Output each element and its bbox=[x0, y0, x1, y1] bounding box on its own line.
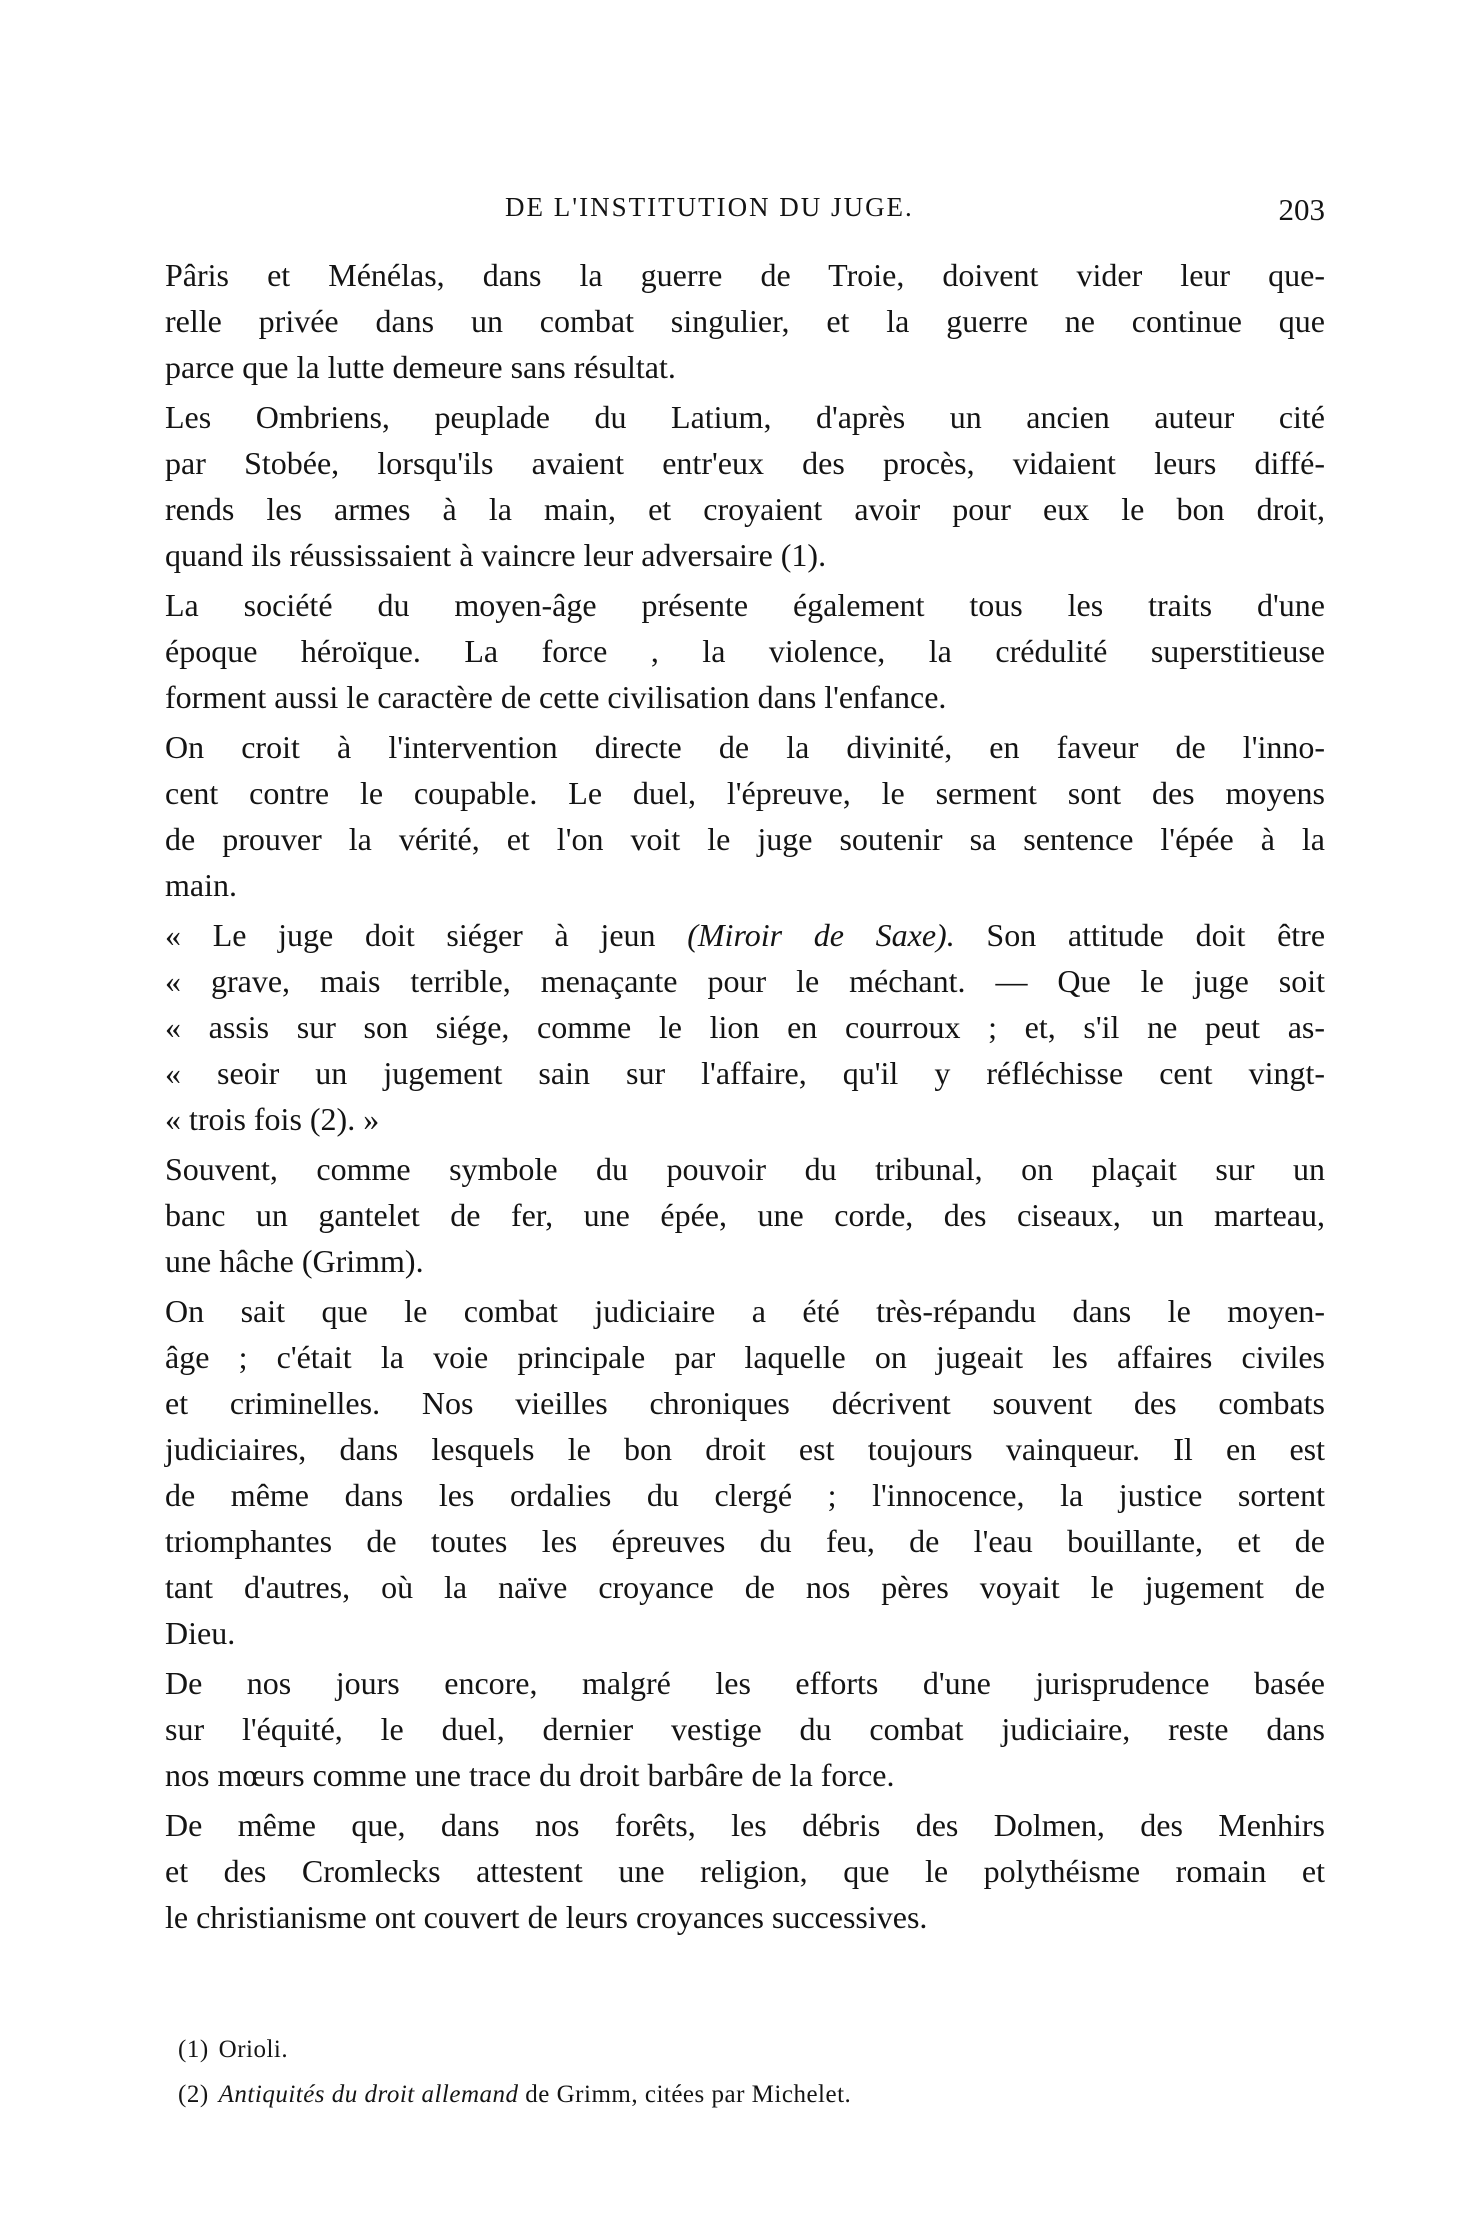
line-text: On croit à l'intervention directe de la divinité, en faveur de l'inno- bbox=[165, 729, 1325, 765]
text-line bbox=[165, 628, 1325, 674]
paragraph bbox=[165, 394, 1325, 578]
text-line bbox=[165, 1238, 1325, 1284]
text-line bbox=[165, 486, 1325, 532]
line-text: relle privée dans un combat singulier, et la guerre ne continue que bbox=[165, 303, 1325, 339]
paragraph bbox=[165, 252, 1325, 390]
text-line bbox=[165, 724, 1325, 770]
line-text: et des Cromlecks attestent une religion, que le polythéisme romain et bbox=[165, 1853, 1325, 1889]
text-line bbox=[165, 1192, 1325, 1238]
text-line bbox=[165, 1050, 1325, 1096]
text-line bbox=[165, 582, 1325, 628]
line-text: le christianisme ont couvert de leurs croyances successives. bbox=[165, 1899, 928, 1935]
line-text: On sait que le combat judiciaire a été très-répandu dans le moyen- bbox=[165, 1293, 1325, 1329]
text-line bbox=[165, 1706, 1325, 1752]
footnote-text: de Grimm, citées par Michelet. bbox=[518, 2081, 852, 2108]
line-text: époque héroïque. La force , la violence, la crédulité superstitieuse bbox=[165, 633, 1325, 669]
line-text: Les Ombriens, peuplade du Latium, d'après un ancien auteur cité bbox=[165, 399, 1325, 435]
line-text: De nos jours encore, malgré les efforts d'une jurisprudence basée bbox=[165, 1665, 1325, 1701]
line-text: âge ; c'était la voie principale par laquelle on jugeait les affaires civiles bbox=[165, 1339, 1325, 1375]
line-text: rends les armes à la main, et croyaient avoir pour eux le bon droit, bbox=[165, 491, 1325, 527]
line-text: judiciaires, dans lesquels le bon droit est toujours vainqueur. Il en est bbox=[165, 1431, 1325, 1467]
line-text: « Le juge doit siéger à jeun bbox=[165, 917, 688, 953]
line-text: tant d'autres, où la naïve croyance de nos pères voyait le jugement de bbox=[165, 1569, 1325, 1605]
paragraph bbox=[165, 1802, 1325, 1940]
text-line bbox=[165, 1472, 1325, 1518]
line-text: nos mœurs comme une trace du droit barbâre de la force. bbox=[165, 1757, 895, 1793]
line-text: main. bbox=[165, 867, 237, 903]
line-text: parce que la lutte demeure sans résultat. bbox=[165, 349, 676, 385]
text-line bbox=[165, 394, 1325, 440]
line-text: Dieu. bbox=[165, 1615, 236, 1651]
paragraph bbox=[165, 724, 1325, 908]
line-text: de prouver la vérité, et l'on voit le juge soutenir sa sentence l'épée à la bbox=[165, 821, 1325, 857]
line-text: triomphantes de toutes les épreuves du feu, de l'eau bouillante, et de bbox=[165, 1523, 1325, 1559]
paragraph bbox=[165, 1660, 1325, 1798]
paragraph bbox=[165, 1146, 1325, 1284]
text-line bbox=[165, 816, 1325, 862]
line-text: forment aussi le caractère de cette civilisation dans l'enfance. bbox=[165, 679, 947, 715]
text-line bbox=[165, 1004, 1325, 1050]
line-text: sur l'équité, le duel, dernier vestige du combat judiciaire, reste dans bbox=[165, 1711, 1325, 1747]
text-line bbox=[165, 440, 1325, 486]
page-body bbox=[165, 252, 1325, 1944]
text-line bbox=[165, 1334, 1325, 1380]
line-text: Pâris et Ménélas, dans la guerre de Troie, doivent vider leur que- bbox=[165, 257, 1325, 293]
text-line bbox=[165, 1146, 1325, 1192]
running-header bbox=[165, 192, 1325, 232]
page-number: 203 bbox=[1278, 192, 1325, 227]
text-line bbox=[165, 1426, 1325, 1472]
text-line bbox=[165, 1752, 1325, 1798]
text-line bbox=[165, 1610, 1325, 1656]
footnote-text: Orioli. bbox=[218, 2036, 289, 2063]
footnote-1 bbox=[178, 2027, 851, 2072]
line-text: une hâche (Grimm). bbox=[165, 1243, 424, 1279]
text-line bbox=[165, 770, 1325, 816]
line-text: De même que, dans nos forêts, les débris des Dolmen, des Menhirs bbox=[165, 1807, 1325, 1843]
text-line bbox=[165, 298, 1325, 344]
footnote-2 bbox=[178, 2072, 851, 2117]
text-line bbox=[165, 862, 1325, 908]
text-line bbox=[165, 532, 1325, 578]
line-text: La société du moyen-âge présente également tous les traits d'une bbox=[165, 587, 1325, 623]
text-line bbox=[165, 1660, 1325, 1706]
text-line bbox=[165, 912, 1325, 958]
line-text: et criminelles. Nos vieilles chroniques décrivent souvent des combats bbox=[165, 1385, 1325, 1421]
footnote-italic-title: Antiquités du droit allemand bbox=[218, 2081, 519, 2108]
paragraph bbox=[165, 912, 1325, 1142]
line-text: de même dans les ordalies du clergé ; l'innocence, la justice sortent bbox=[165, 1477, 1325, 1513]
footnotes bbox=[178, 2027, 851, 2117]
line-text: « seoir un jugement sain sur l'affaire, qu'il y réfléchisse cent vingt- bbox=[165, 1055, 1325, 1091]
paragraph bbox=[165, 582, 1325, 720]
line-text: quand ils réussissaient à vaincre leur adversaire (1). bbox=[165, 537, 827, 573]
text-line bbox=[165, 1802, 1325, 1848]
text-line bbox=[165, 1894, 1325, 1940]
text-line bbox=[165, 958, 1325, 1004]
italic-citation: (Miroir de Saxe). bbox=[687, 917, 955, 953]
text-line bbox=[165, 1564, 1325, 1610]
line-text: cent contre le coupable. Le duel, l'épreuve, le serment sont des moyens bbox=[165, 775, 1325, 811]
line-text: Son attitude doit être bbox=[954, 917, 1326, 953]
line-text: Souvent, comme symbole du pouvoir du tribunal, on plaçait sur un bbox=[165, 1151, 1325, 1187]
paragraph bbox=[165, 1288, 1325, 1656]
text-line bbox=[165, 1096, 1325, 1142]
line-text: « grave, mais terrible, menaçante pour le méchant. — Que le juge soit bbox=[165, 963, 1325, 999]
text-line bbox=[165, 1518, 1325, 1564]
text-line bbox=[165, 1848, 1325, 1894]
footnote-number: (2) bbox=[178, 2081, 209, 2108]
text-line bbox=[165, 252, 1325, 298]
text-line bbox=[165, 1288, 1325, 1334]
line-text: « assis sur son siége, comme le lion en courroux ; et, s'il ne peut as- bbox=[165, 1009, 1325, 1045]
text-line bbox=[165, 1380, 1325, 1426]
running-title: DE L'INSTITUTION DU JUGE. bbox=[505, 192, 914, 222]
text-line bbox=[165, 344, 1325, 390]
line-text: banc un gantelet de fer, une épée, une corde, des ciseaux, un marteau, bbox=[165, 1197, 1325, 1233]
line-text: « trois fois (2). » bbox=[165, 1101, 380, 1137]
footnote-number: (1) bbox=[178, 2036, 209, 2063]
line-text: par Stobée, lorsqu'ils avaient entr'eux des procès, vidaient leurs diffé- bbox=[165, 445, 1325, 481]
text-line bbox=[165, 674, 1325, 720]
